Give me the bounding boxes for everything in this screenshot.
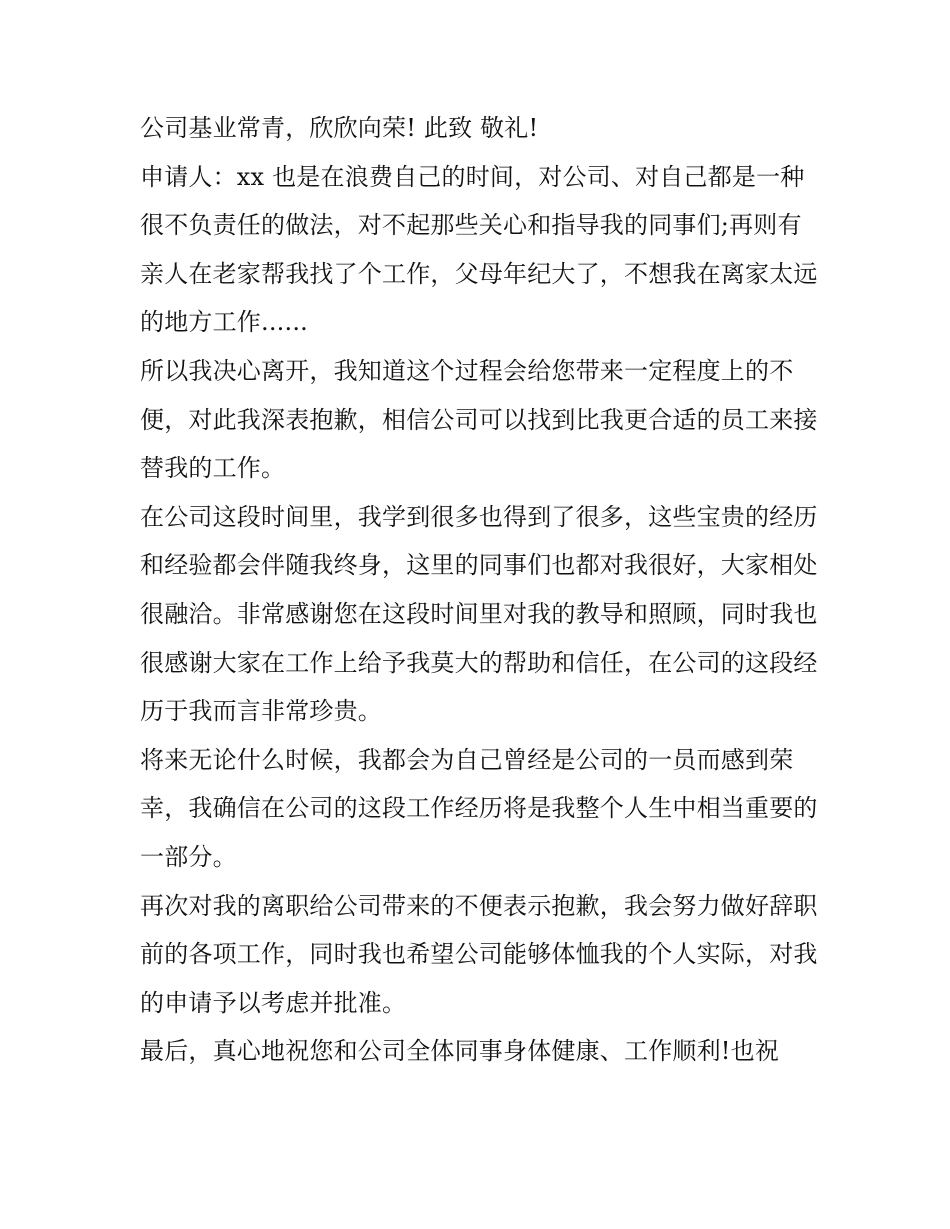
paragraph-closing-wish: 公司基业常青，欣欣向荣! 此致 敬礼! <box>140 114 539 142</box>
document-body <box>140 104 820 1076</box>
paragraph-future: 将来无论什么时候，我都会为自己曾经是公司的一员而感到荣幸，我确信在公司的这段工作经历将是我整个人生中相当重要的一部分。 <box>140 745 818 871</box>
paragraph-gratitude: 在公司这段时间里，我学到很多也得到了很多，这些宝贵的经历和经验都会伴随我终身，这里的同事们也都对我很好，大家相处很融洽。非常感谢您在这段时间里对我的教导和照顾，同时我也很感谢大家在工作上给予我莫大的帮助和信任，在公司的这段经历于我而言非常珍贵。 <box>140 502 818 726</box>
paragraph-apology: 再次对我的离职给公司带来的不便表示抱歉，我会努力做好辞职前的各项工作，同时我也希望公司能够体恤我的个人实际，对我的申请予以考虑并批准。 <box>140 891 818 1017</box>
paragraph-decision: 所以我决心离开，我知道这个过程会给您带来一定程度上的不便，对此我深表抱歉，相信公司可以找到比我更合适的员工来接替我的工作。 <box>140 356 818 483</box>
paragraph-applicant: 申请人：xx 也是在浪费自己的时间，对公司、对自己都是一种很不负责任的做法，对不起那些关心和指导我的同事们;再则有亲人在老家帮我找了个工作，父母年纪大了，不想我在离家太远的地方工作...... <box>140 162 818 337</box>
paragraph-final-wish: 最后，真心地祝您和公司全体同事身体健康、工作顺利!也祝 <box>140 1037 780 1066</box>
